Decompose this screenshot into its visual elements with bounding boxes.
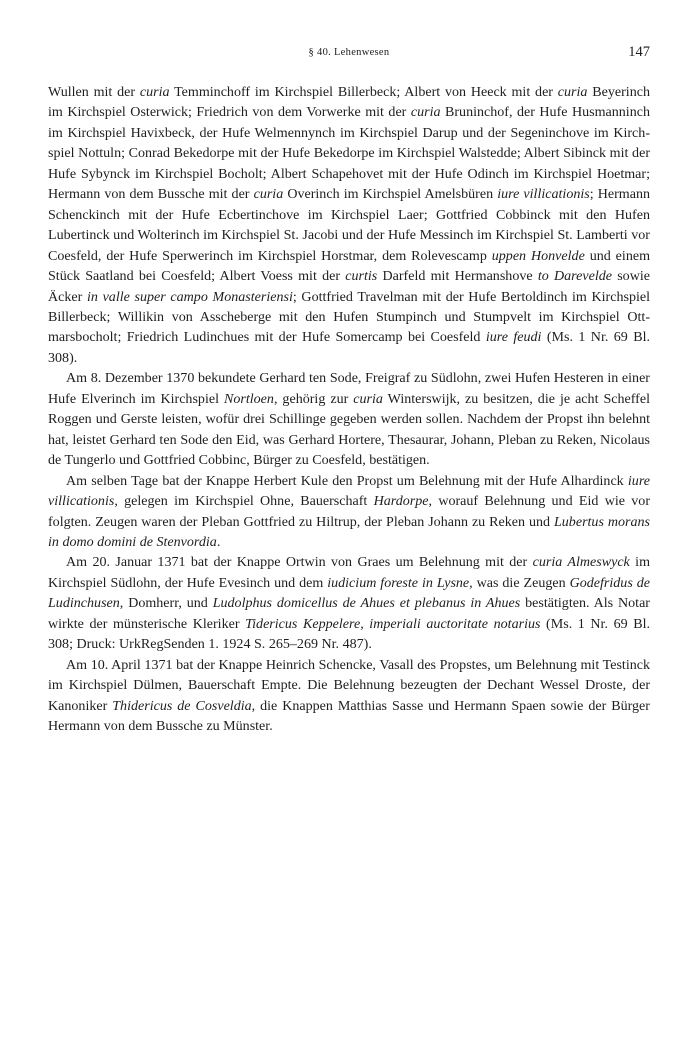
paragraph — [48, 552, 650, 654]
text-run: bestätigten. Als Notar wirkte der münsterische Kleriker — [48, 595, 650, 632]
text-run: Winterswijk, zu besitzen, die je acht Scheffel Roggen und Gerste leisten, wofür drei Schillinge gegeben werden sollen. Nachdem der Propst ihn belehnt hat, leistet Gerhard ten Sode den Eid, was Gerhard Hortere, Thesaurar, Johann, Pleban zu Reken, Nicolaus de Tungerlo und Gottfried Cobbinc, Bürger zu Coesfeld, bestätigen. — [48, 390, 650, 469]
running-head: § 40. Lehenwesen — [308, 47, 390, 58]
text-run: . — [216, 533, 221, 550]
text-run: , Domherr, und — [119, 595, 213, 612]
italic-text: Nortloen — [223, 390, 274, 407]
paragraph — [48, 82, 650, 368]
text-run: Beyerinch im Kirchspiel Osterwick; Friedrich von dem Vorwerke mit der — [48, 84, 650, 121]
text-run: Am 20. Januar 1371 bat der Knappe Ortwin von Graes um Belehnung mit der — [66, 554, 533, 571]
italic-text: uppen Honvelde — [491, 247, 585, 264]
italic-text: Ludolphus domicellus de Ahues et plebanus in Ahues — [212, 595, 521, 612]
italic-text: curia — [557, 84, 588, 100]
text-run: ; Gottfried Travelman mit der Hufe Bertoldinch im Kirchspiel Billerbeck; Willikin von Asscheberge mit den Hufen Stumpinch und Stumpvelt im Kirchspiel Ottmarsbocholt; Friedrich Ludinchues mit der Hufe Somercamp bei Coesfeld — [48, 288, 651, 346]
text-run: , worauf Belehnung und Eid wie vor folgten. Zeugen waren der Pleban Gottfried zu Hiltrup, der Pleban Johann zu Reken und — [48, 493, 650, 530]
text-run: sowie Äcker — [48, 268, 650, 305]
text-run: ; Hermann Schenckinch mit der Hufe Ecbertinchove im Kirchspiel Laer; Gottfried Cobbinck mit den Hufen Lubertinck und Wolterinch im Kirchspiel St. Jacobi und der Hufe Messinch im Kirchspiel St. Lamberti vor Coesfeld, der Hufe Sperwerinch im Kirchspiel Horstmar, dem Rolevescamp — [48, 186, 650, 264]
text-run: und einem Stück Saatland bei Coesfeld; Albert Voess mit der — [48, 247, 651, 285]
italic-text: in valle super campo Monasteriensi — [86, 288, 293, 305]
text-run: Overinch im Kirchspiel Amelsbüren — [283, 186, 498, 203]
italic-text: curia Almeswyck — [532, 554, 630, 571]
italic-text: Godefridus de Ludinchusen — [48, 574, 650, 612]
text-run: Wullen mit der — [48, 84, 140, 100]
italic-text: to Darevelde — [537, 268, 612, 285]
paragraph — [48, 655, 650, 737]
text-run: , die Knappen Matthias Sasse und Hermann Spaen sowie der Bürger Hermann von dem Bussche zu Münster. — [48, 697, 650, 735]
italic-text: Tidericus Keppelere, imperiali auctoritate notarius — [245, 615, 541, 632]
text-run: Am 8. Dezember 1370 bekundete Gerhard ten Sode, Freigraf zu Südlohn, zwei Hufen Hesteren in einer Hufe Elverinch im Kirchspiel — [48, 370, 650, 407]
body-text — [48, 82, 650, 737]
page-number: 147 — [628, 44, 650, 60]
text-run: (Ms. 1 Nr. 69 Bl. 308). — [48, 329, 650, 366]
text-run: Darfeld mit Hermanshove — [377, 268, 538, 285]
italic-text: Hardorpe — [373, 493, 429, 510]
text-run: Am selben Tage bat der Knappe Herbert Kule den Propst um Belehnung mit der Hufe Alhardinck — [66, 472, 628, 489]
text-run: Am 10. April 1371 bat der Knappe Heinrich Schencke, Vasall des Propstes, um Belehnung mit Testinck im Kirchspiel Dülmen, Bauerschaft Empte. Die Belehnung bezeugten der Dechant Wessel Droste, der Kanoniker — [48, 656, 650, 714]
italic-text: curia — [353, 390, 383, 407]
text-run: Temminchoff im Kirchspiel Billerbeck; Albert von Heeck mit der — [169, 84, 558, 100]
paragraph — [48, 368, 650, 470]
text-run: , gehörig zur — [273, 390, 354, 407]
italic-text: iudicium foreste in Lysne — [327, 574, 470, 591]
paragraph — [48, 471, 650, 553]
text-run: im Kirchspiel Südlohn, der Hufe Evesinch und dem — [48, 554, 651, 591]
italic-text: curia — [253, 186, 284, 203]
text-run: (Ms. 1 Nr. 69 Bl. 308; Druck: UrkRegSenden 1. 1924 S. 265–269 Nr. 487). — [48, 615, 650, 653]
italic-text: Lubertus morans in domo domini de Stenvordia — [48, 513, 651, 550]
text-run: Bruninchof, der Hufe Husmanninch im Kirchspiel Havixbeck, der Hufe Welmennynch im Kirchspiel Darup und der Segeninchove im Kirchspiel Nottuln; Conrad Bekedorpe mit der Hufe Bekedorpe im Kirchspiel Walstedde; Albert Sibinck mit der Hufe Sybynck im Kirchspiel Bocholt; Albert Schapehovet mit der Hufe Odinch im Kirchspiel Hoetmar; Hermann von dem Bussche mit der — [48, 104, 650, 203]
italic-text: iure feudi — [485, 329, 542, 346]
italic-text: curia — [139, 84, 170, 100]
italic-text: iure villicationis — [48, 472, 650, 510]
text-run: , gelegen im Kirchspiel Ohne, Bauerschaft — [114, 493, 374, 510]
page-header — [48, 44, 650, 68]
text-run: , was die Zeugen — [469, 574, 570, 591]
italic-text: iure villicationis — [497, 186, 590, 203]
italic-text: curtis — [345, 268, 378, 285]
italic-text: curia — [410, 104, 441, 121]
italic-text: Thidericus de Cosveldia — [112, 697, 252, 714]
